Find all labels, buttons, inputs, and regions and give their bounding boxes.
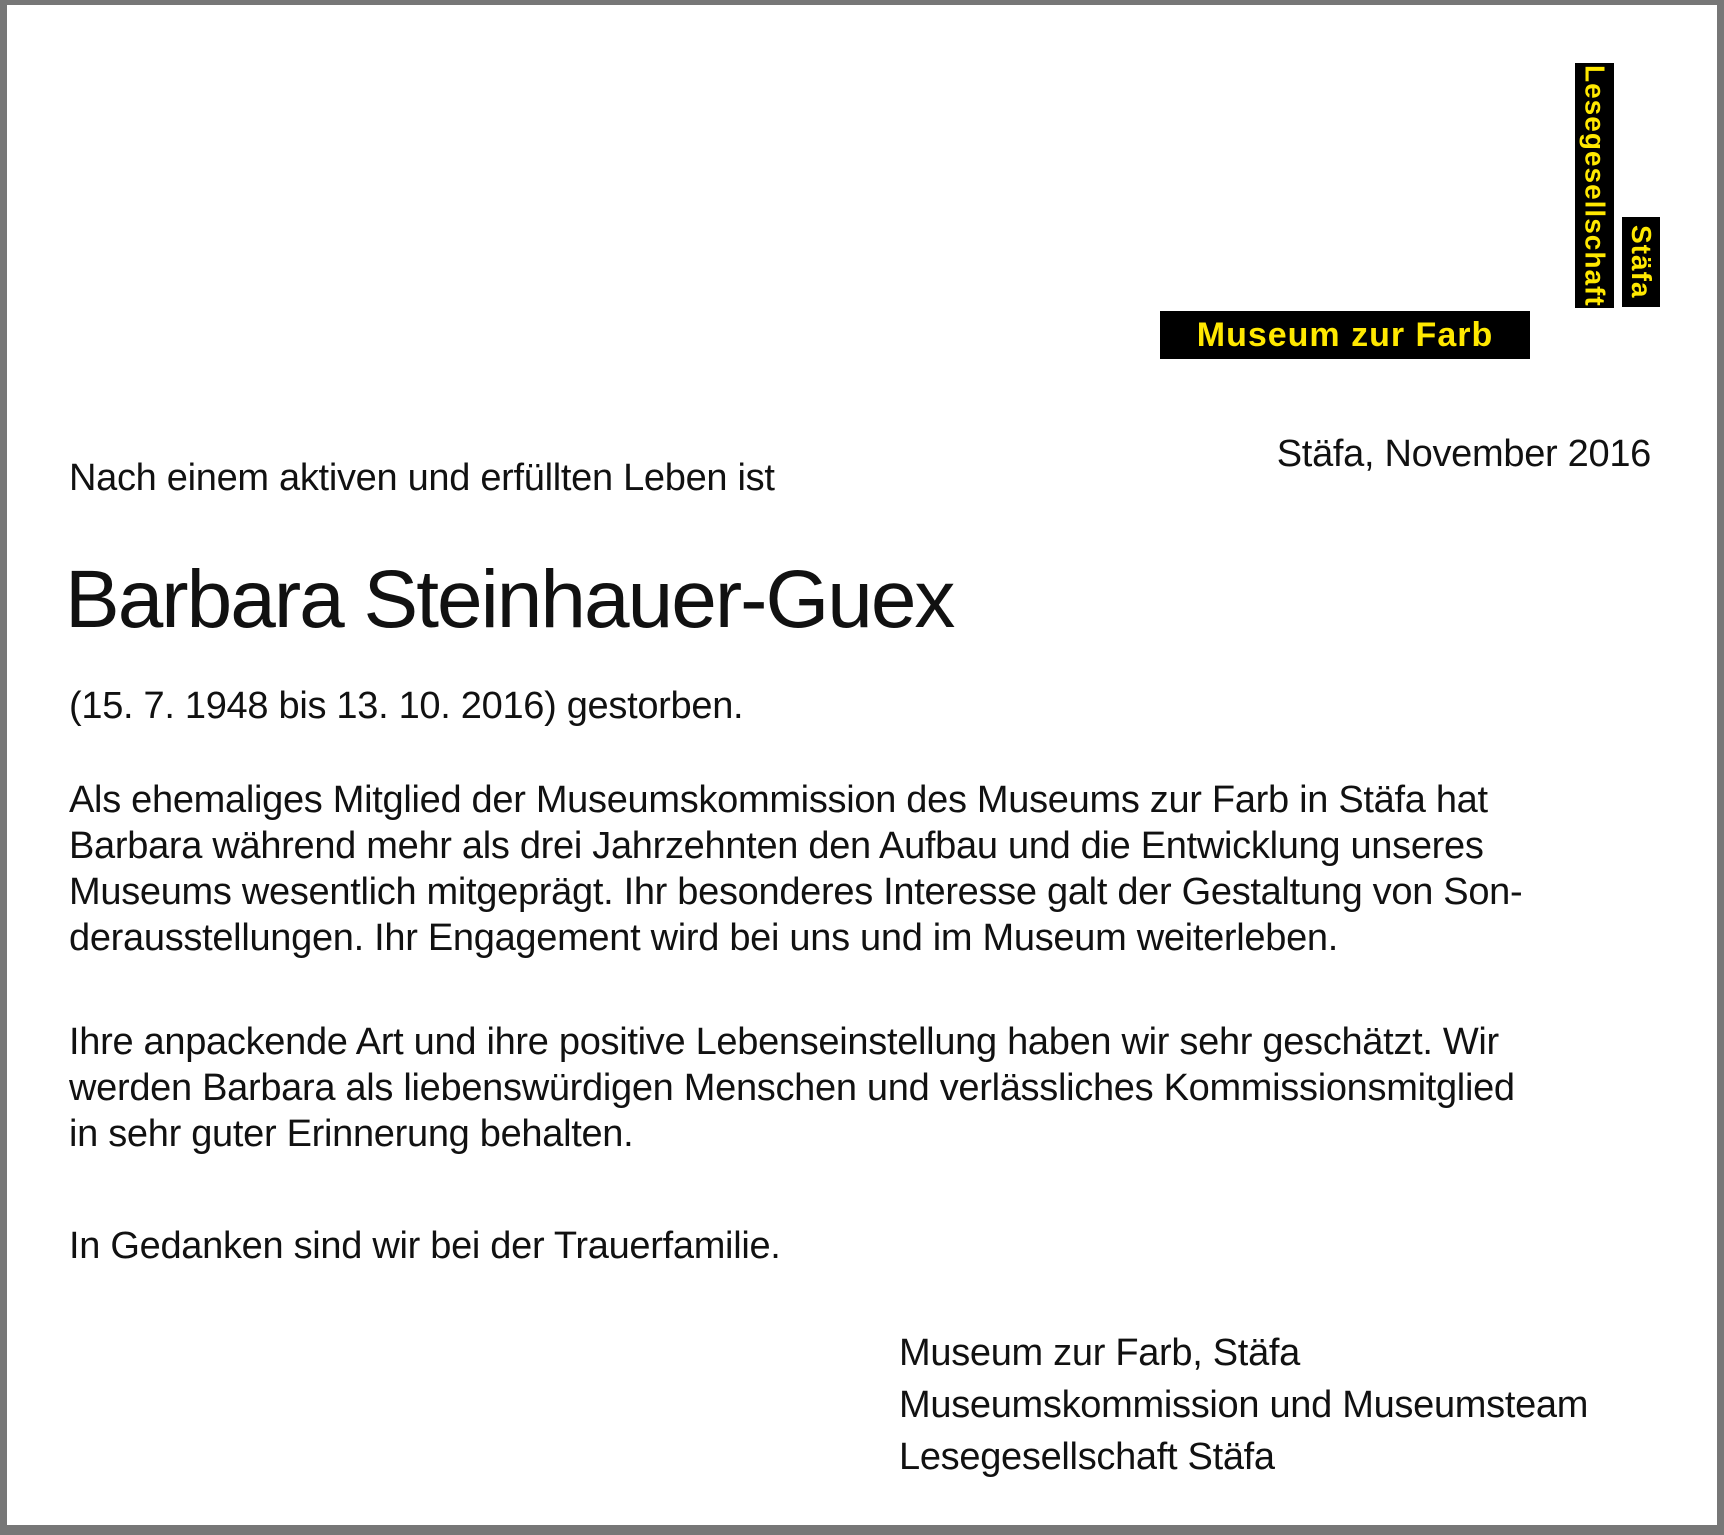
- paragraph-line: in sehr guter Erinnerung behalten.: [69, 1113, 634, 1155]
- logo-text-museum-zur-farb: Museum zur Farb: [1196, 315, 1494, 354]
- logo-bar-museum-zur-farb: [1160, 311, 1530, 359]
- signature-line: Lesegesellschaft Stäfa: [899, 1436, 1275, 1478]
- intro-line: Nach einem aktiven und erfüllten Leben ist: [69, 457, 775, 499]
- closing-line: In Gedanken sind wir bei der Trauerfamilie.: [69, 1225, 781, 1267]
- signature-block: [899, 1327, 1588, 1483]
- logo-text-lesegesellschaft: Lesegesellschaft: [1579, 64, 1611, 307]
- logo-bar-lesegesellschaft: [1575, 63, 1614, 308]
- paragraph-commemoration: [69, 777, 1522, 961]
- signature-line: Museum zur Farb, Stäfa: [899, 1332, 1300, 1374]
- signature-line: Museumskommission und Museumsteam: [899, 1384, 1589, 1426]
- paragraph-line: Museums wesentlich mitgeprägt. Ihr besonderes Interesse galt der Gestaltung von Son-: [69, 871, 1523, 913]
- deceased-name-heading: Barbara Steinhauer-Guex: [65, 554, 954, 645]
- paragraph-line: Barbara während mehr als drei Jahrzehnten den Aufbau und die Entwicklung unseres: [69, 825, 1484, 867]
- paragraph-appreciation: [69, 1019, 1515, 1157]
- paragraph-line: derausstellungen. Ihr Engagement wird bei uns und im Museum weiterleben.: [69, 917, 1339, 959]
- dateline: Stäfa, November 2016: [1276, 433, 1651, 475]
- life-dates-line: (15. 7. 1948 bis 13. 10. 2016) gestorben.: [69, 685, 744, 727]
- paragraph-line: werden Barbara als liebenswürdigen Menschen und verlässliches Kommissionsmitglied: [69, 1067, 1515, 1109]
- paragraph-line: Als ehemaliges Mitglied der Museumskommission des Museums zur Farb in Stäfa hat: [69, 779, 1488, 821]
- paragraph-line: Ihre anpackende Art und ihre positive Lebenseinstellung haben wir sehr geschätzt. Wir: [69, 1021, 1499, 1063]
- logo-bar-staefa: [1622, 217, 1660, 307]
- logo-text-staefa: Stäfa: [1626, 225, 1657, 299]
